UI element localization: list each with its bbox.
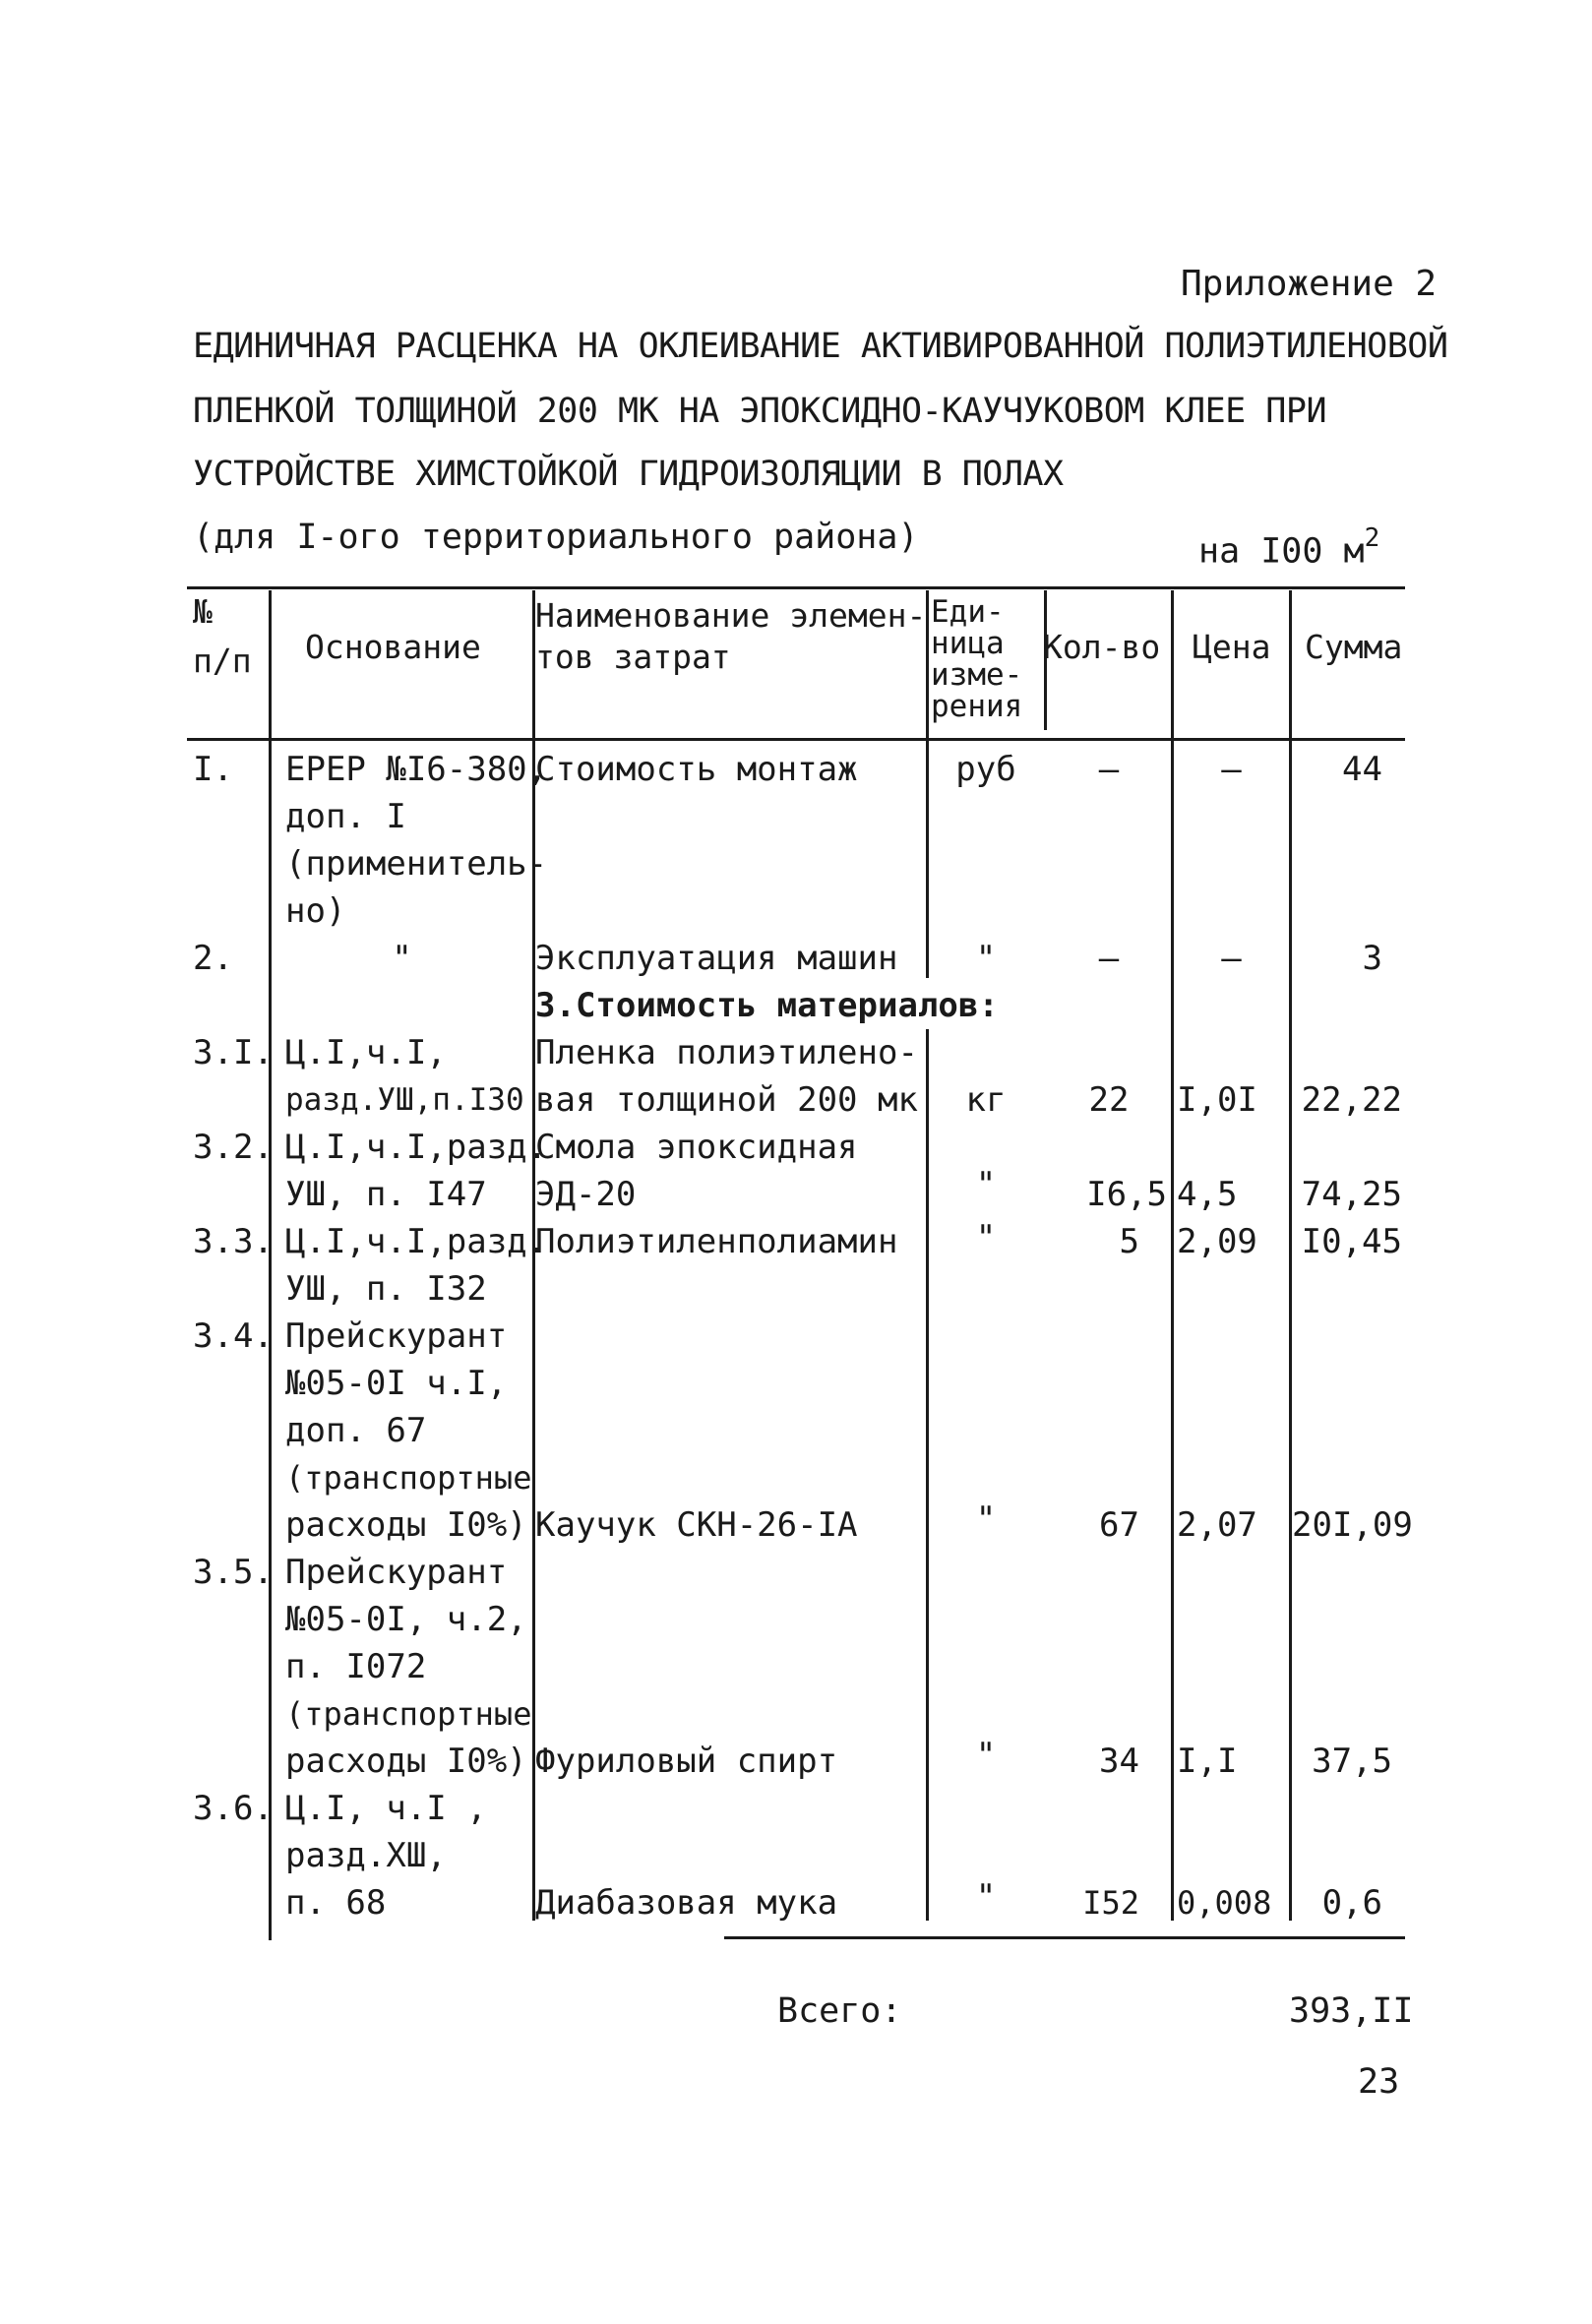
row-sum: 74,25 — [1301, 1175, 1402, 1214]
header-price: Цена — [1193, 628, 1271, 666]
row-price: I,0I — [1177, 1080, 1257, 1120]
row-price: 2,09 — [1177, 1222, 1257, 1261]
row-quantity: – — [1098, 939, 1120, 978]
row-name: Фуриловый спирт — [535, 1742, 838, 1781]
row-sum: 22,22 — [1301, 1080, 1402, 1120]
row-price: I,I — [1177, 1742, 1238, 1781]
row-quantity: 67 — [1099, 1505, 1139, 1545]
row-name: Диабазовая мука — [535, 1883, 838, 1923]
row-basis — [285, 1218, 547, 1313]
row-basis-line: №05-0I, ч.2, — [285, 1600, 527, 1639]
row-name-line: Смола эпоксидная — [535, 1128, 858, 1167]
row-sum: 37,5 — [1312, 1742, 1392, 1781]
table-top-rule — [187, 586, 1405, 589]
row-sum: 3 — [1362, 939, 1382, 978]
table-bottom-rule — [724, 1936, 1405, 1939]
row-basis-line: УШ, п. I32 — [285, 1269, 487, 1309]
row-basis-line: ЕРЕР №I6-380, — [285, 750, 548, 789]
row-basis-line: п. 68 — [285, 1883, 387, 1923]
row-basis-line: Ц.I,ч.I,разд. — [285, 1222, 548, 1261]
row-name: Каучук СКН-26-IA — [535, 1505, 858, 1545]
row-basis — [285, 1549, 531, 1785]
row-name: Полиэтиленполиамин — [535, 1222, 898, 1261]
row-name — [535, 1029, 918, 1124]
row-basis-line: (транспортные — [285, 1695, 532, 1733]
row-unit: " — [975, 1736, 997, 1775]
total-label: Всего: — [777, 1991, 902, 2031]
row-basis — [285, 746, 547, 935]
row-basis-line: п. I072 — [285, 1647, 427, 1686]
row-basis-line: доп. I — [285, 797, 406, 836]
total-value: 393,II — [1289, 1991, 1414, 2031]
row-quantity: – — [1098, 750, 1120, 789]
row-number: I. — [193, 750, 233, 789]
row-basis-line: Прейскурант — [285, 1553, 508, 1592]
row-quantity: 5 — [1119, 1222, 1139, 1261]
header-unit — [931, 596, 1022, 722]
row-basis-line: (транспортные — [285, 1459, 532, 1497]
header-unit-line-1: Еди- — [931, 594, 1005, 630]
row-number: 2. — [193, 939, 233, 978]
row-basis-line: разд.ХШ, — [285, 1836, 447, 1875]
row-basis: " — [392, 939, 412, 978]
row-sum: I0,45 — [1301, 1222, 1402, 1261]
row-price: 2,07 — [1177, 1505, 1257, 1545]
header-unit-line-3: изме- — [931, 657, 1023, 693]
row-number: 3.I. — [193, 1033, 274, 1072]
row-price: – — [1221, 750, 1242, 789]
title-line-3: УСТРОЙСТВЕ ХИМСТОЙКОЙ ГИДРОИЗОЛЯЦИИ В ПОЛАХ — [193, 455, 1064, 494]
header-unit-line-4: рения — [931, 689, 1023, 724]
row-basis-line: Ц.I,ч.I,разд. — [285, 1128, 548, 1167]
header-basis: Основание — [305, 628, 481, 666]
row-number: 3.2. — [193, 1128, 274, 1167]
appendix-label: Приложение 2 — [1181, 264, 1438, 304]
measure-unit-prefix: на I00 м — [1198, 531, 1365, 572]
row-basis-line: Ц.I,ч.I, — [285, 1033, 447, 1072]
header-sum: Сумма — [1305, 628, 1403, 666]
row-basis-line: (применитель- — [285, 844, 548, 884]
row-quantity: 34 — [1099, 1742, 1139, 1781]
row-number: 3.4. — [193, 1316, 274, 1356]
row-basis-line: доп. 67 — [285, 1411, 427, 1450]
row-name: Эксплуатация машин — [535, 939, 898, 978]
row-unit: кг — [965, 1080, 1007, 1120]
row-unit: " — [975, 1499, 997, 1539]
page-number: 23 — [1358, 2062, 1400, 2102]
header-number-line-1: № — [193, 592, 213, 631]
header-number-line-2: п/п — [193, 642, 252, 680]
header-name-line-2: тов затрат — [535, 638, 731, 676]
row-sum: 20I,09 — [1292, 1505, 1413, 1545]
row-unit: " — [975, 1218, 997, 1257]
row-number: 3.3. — [193, 1222, 274, 1261]
row-name: Стоимость монтаж — [535, 750, 858, 789]
row-name — [535, 1124, 858, 1218]
row-unit: " — [975, 1877, 997, 1917]
title-line-1: ЕДИНИЧНАЯ РАСЦЕНКА НА ОКЛЕИВАНИЕ АКТИВИРОВАННОЙ ПОЛИЭТИЛЕНОВОЙ — [193, 327, 1448, 366]
row-quantity: 22 — [1088, 1080, 1130, 1120]
row-basis-line: расходы I0%) — [285, 1505, 527, 1545]
row-basis-line: УШ, п. I47 — [285, 1175, 487, 1214]
row-basis-line: разд.УШ,п.I30 — [285, 1082, 524, 1118]
header-name — [535, 596, 927, 676]
row-number: 3.5. — [193, 1553, 274, 1592]
row-basis-line: расходы I0%) — [285, 1742, 527, 1781]
row-basis — [285, 1313, 531, 1549]
measure-unit-power: 2 — [1364, 523, 1380, 553]
row-unit: руб — [955, 750, 1016, 789]
materials-section-heading: 3.Стоимость материалов: — [535, 986, 999, 1025]
row-unit: " — [975, 939, 997, 978]
row-basis — [285, 1029, 524, 1124]
measure-unit — [1198, 523, 1380, 572]
col-divider-1 — [269, 590, 272, 1940]
table-header-rule — [187, 738, 1405, 741]
row-name-line: вая толщиной 200 мк — [535, 1080, 918, 1120]
row-name-line: Пленка полиэтилено- — [535, 1033, 918, 1072]
row-unit: " — [975, 1165, 997, 1204]
header-number — [193, 592, 252, 680]
header-quantity: Кол-во — [1043, 628, 1161, 666]
row-basis-line: Прейскурант — [285, 1316, 508, 1356]
row-price: 0,008 — [1177, 1884, 1272, 1922]
title-line-2: ПЛЕНКОЙ ТОЛЩИНОЙ 200 МК НА ЭПОКСИДНО-КАУЧУКОВОМ КЛЕЕ ПРИ — [193, 392, 1327, 431]
row-sum: 0,6 — [1321, 1883, 1382, 1923]
row-price: – — [1221, 939, 1242, 978]
row-basis — [285, 1124, 547, 1218]
row-quantity: I6,5 — [1086, 1175, 1167, 1214]
row-basis-line: Ц.I, ч.I , — [285, 1789, 487, 1828]
row-number: 3.6. — [193, 1789, 274, 1828]
row-price: 4,5 — [1177, 1175, 1238, 1214]
row-basis-line: №05-0I ч.I, — [285, 1364, 508, 1403]
row-quantity: I52 — [1082, 1884, 1139, 1922]
row-sum: 44 — [1342, 750, 1382, 789]
header-name-line-1: Наименование элемен- — [535, 596, 927, 635]
row-name-line: ЭД-20 — [535, 1175, 637, 1214]
row-basis-line: но) — [285, 891, 346, 931]
row-basis — [285, 1785, 487, 1926]
region-subtitle: (для I-ого территориального района) — [193, 518, 919, 557]
header-unit-line-2: ница — [931, 626, 1005, 661]
